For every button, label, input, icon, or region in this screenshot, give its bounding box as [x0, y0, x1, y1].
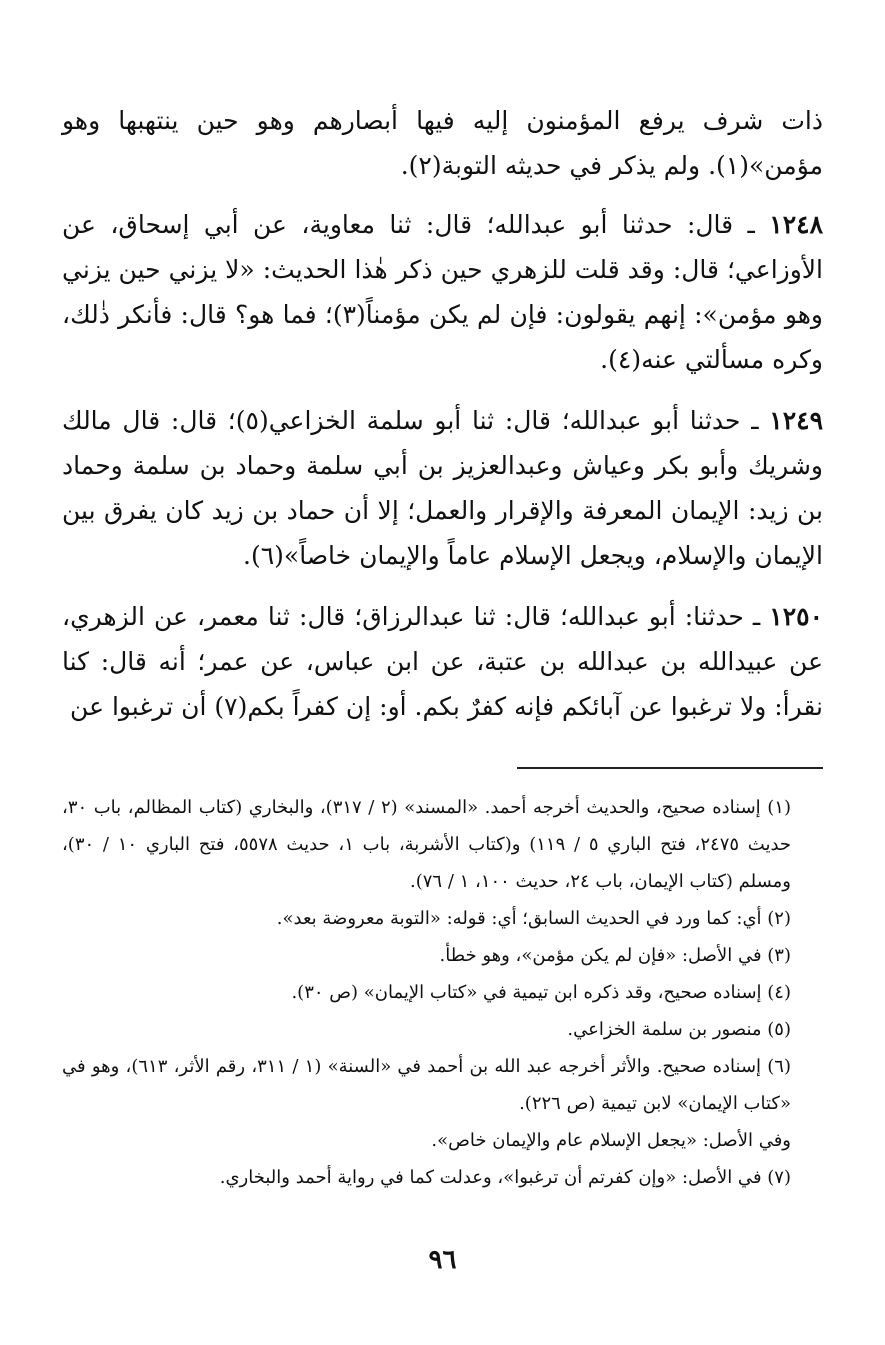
footnote-2: (٢) أي: كما ورد في الحديث السابق؛ أي: قوله: «التوبة معروضة بعد».: [276, 908, 791, 929]
hadith-number: ١٢٥٠: [769, 602, 823, 631]
paragraph-continuation: [62, 98, 823, 188]
main-text: [62, 98, 823, 729]
hadith-number: ١٢٤٨: [769, 210, 824, 239]
footnote-4: (٤) إسناده صحيح، وقد ذكره ابن تيمية في «كتاب الإيمان» (ص ٣٠).: [291, 982, 791, 1003]
hadith-1249: [62, 398, 823, 578]
footnote-5: (٥) منصور بن سلمة الخزاعي.: [567, 1019, 791, 1040]
hadith-text: ـ حدثنا: أبو عبدالله؛ قال: ثنا عبدالرزاق؛ قال: ثنا معمر، عن الزهري، عن عبيدالله بن عبدالله بن عتبة، عن ابن عباس، عن عمر؛ أنه قال: كنا نقرأ: ولا ترغبوا عن آبائكم فإنه كفرٌ بكم. أو: إن كفراً بكم(٧) أن ترغبوا عن: [62, 602, 823, 721]
paragraph-text: ذات شرف يرفع المؤمنون إليه فيها أبصارهم وهو حين ينتهبها وهو مؤمن»(١). ولم يذكر في حديثه التوبة(٢).: [62, 106, 823, 180]
footnote-6-note: وفي الأصل: «يجعل الإسلام عام والإيمان خاص».: [431, 1130, 791, 1151]
footnote-7: (٧) في الأصل: «وإن كفرتم أن ترغبوا»، وعدلت كما في رواية أحمد والبخاري.: [219, 1167, 791, 1188]
hadith-text: ـ حدثنا أبو عبدالله؛ قال: ثنا أبو سلمة الخزاعي(٥)؛ قال: قال مالك وشريك وأبو بكر وعياش وعبدالعزيز بن أبي سلمة وحماد بن سلمة وحماد بن زيد: الإيمان المعرفة والإقرار والعمل؛ إلا أن حماد بن زيد كان يفرق بين الإيمان والإسلام، ويجعل الإسلام عاماً والإيمان خاصاً»(٦).: [62, 406, 823, 570]
footnotes: [62, 789, 823, 1196]
hadith-number: ١٢٤٩: [769, 406, 824, 435]
hadith-1250: [62, 594, 823, 729]
hadith-1248: [62, 202, 823, 382]
hadith-text: ـ قال: حدثنا أبو عبدالله؛ قال: ثنا معاوية، عن أبي إسحاق، عن الأوزاعي؛ قال: وقد قلت للزهري حين ذكر هٰذا الحديث: «لا يزني حين يزني وهو مؤمن»: إنهم يقولون: فإن لم يكن مؤمناً(٣)؛ فما هو؟ قال: فأنكر ذٰلك، وكره مسألتي عنه(٤).: [62, 210, 823, 374]
footnote-divider: [517, 767, 823, 769]
footnote-3: (٣) في الأصل: «فإن لم يكن مؤمن»، وهو خطأ.: [439, 945, 791, 966]
page-number: ٩٦: [428, 1245, 457, 1275]
footnote-6: (٦) إسناده صحيح. والأثر أخرجه عبد الله بن أحمد في «السنة» (١ / ٣١١، رقم الأثر، ٦١٣)، وهو في «كتاب الإيمان» لابن تيمية (ص ٢٢٦).: [62, 1056, 791, 1114]
footnote-1: (١) إسناده صحيح، والحديث أخرجه أحمد. «المسند» (٢ / ٣١٧)، والبخاري (كتاب المظالم، باب ٣٠، حديث ٢٤٧٥، فتح الباري ٥ / ١١٩) و(كتاب الأشربة، باب ١، حديث ٥٥٧٨، فتح الباري ١٠ / ٣٠)، ومسلم (كتاب الإيمان، باب ٢٤، حديث ١٠٠، ١ / ٧٦).: [62, 797, 792, 892]
